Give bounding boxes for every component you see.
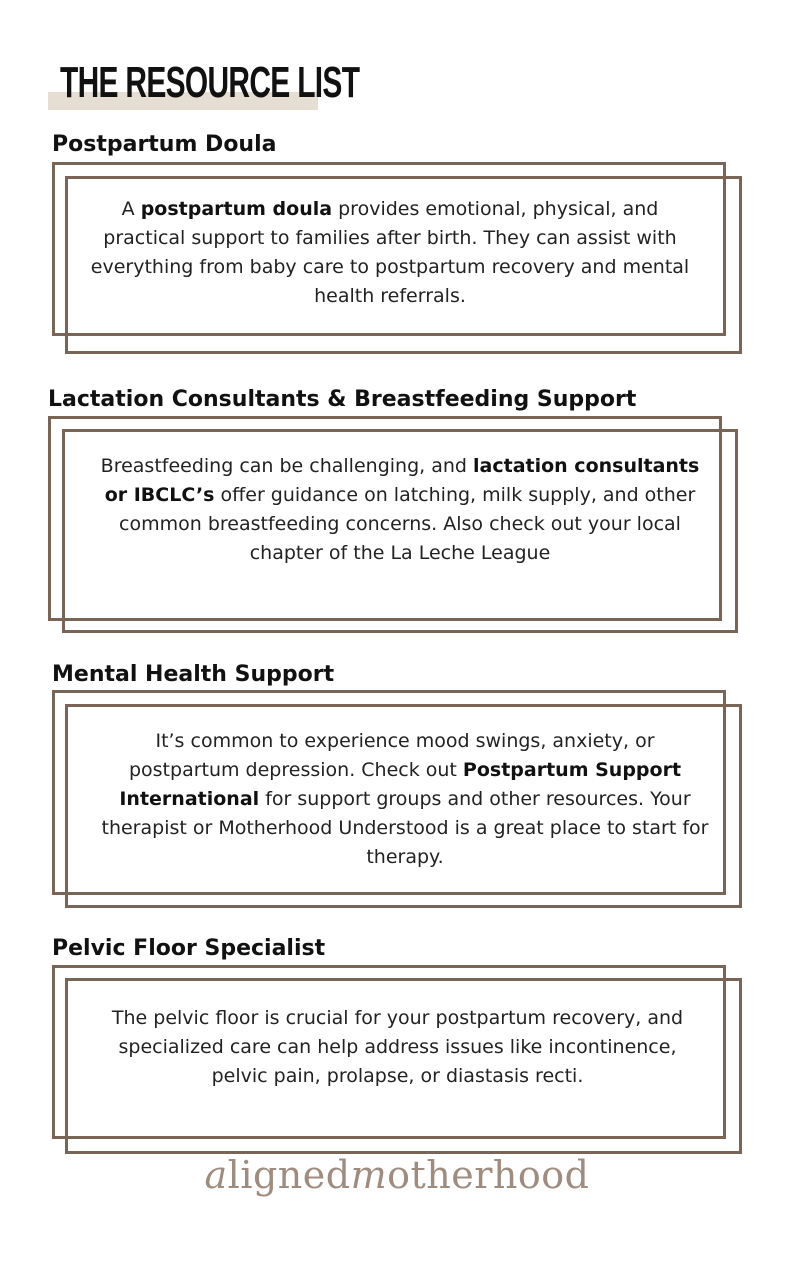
section-body-mental-health <box>100 727 710 872</box>
text-run: It’s common to experience mood swings, anxiety, or postpartum depression. Check out <box>128 730 655 781</box>
section-heading-pelvic-floor: Pelvic Floor Specialist <box>52 936 326 961</box>
bold-phrase: lactation consultants or IBCLC’s <box>104 455 700 506</box>
page-title: THE RESOURCE LIST <box>60 58 360 107</box>
logo-part: a <box>204 1153 228 1197</box>
bold-phrase: postpartum doula <box>140 198 333 220</box>
text-run: The pelvic floor is crucial for your postpartum recovery, and specialized care can help address issues like incontinence, pelvic pain, prolapse, or diastasis recti. <box>111 1007 684 1087</box>
title-block <box>48 58 360 110</box>
brand-logo <box>0 1152 794 1198</box>
bold-phrase: Postpartum Support International <box>119 759 682 810</box>
logo-part: m <box>350 1153 388 1197</box>
section-heading-lactation: Lactation Consultants & Breastfeeding Support <box>48 387 637 412</box>
section-body-pelvic-floor <box>90 1004 705 1091</box>
logo-part: otherhood <box>387 1153 590 1197</box>
logo-part: ligned <box>227 1153 351 1197</box>
text-run: provides emotional, physical, and practical support to families after birth. They can assist with everything from baby care to postpartum recovery and mental health referrals. <box>90 198 690 307</box>
text-run: offer guidance on latching, milk supply, and other common breastfeeding concerns. Also check out your local chapter of the La Leche League <box>119 484 696 564</box>
section-heading-mental-health: Mental Health Support <box>52 662 335 687</box>
section-body-doula <box>90 195 690 311</box>
text-run: Breastfeeding can be challenging, and <box>100 455 474 477</box>
text-run: for support groups and other resources. Your therapist or Motherhood Understood is a great place to start for therapy. <box>101 788 709 868</box>
text-run: A <box>121 198 141 220</box>
section-heading-doula: Postpartum Doula <box>52 132 277 157</box>
section-body-lactation <box>95 452 705 568</box>
